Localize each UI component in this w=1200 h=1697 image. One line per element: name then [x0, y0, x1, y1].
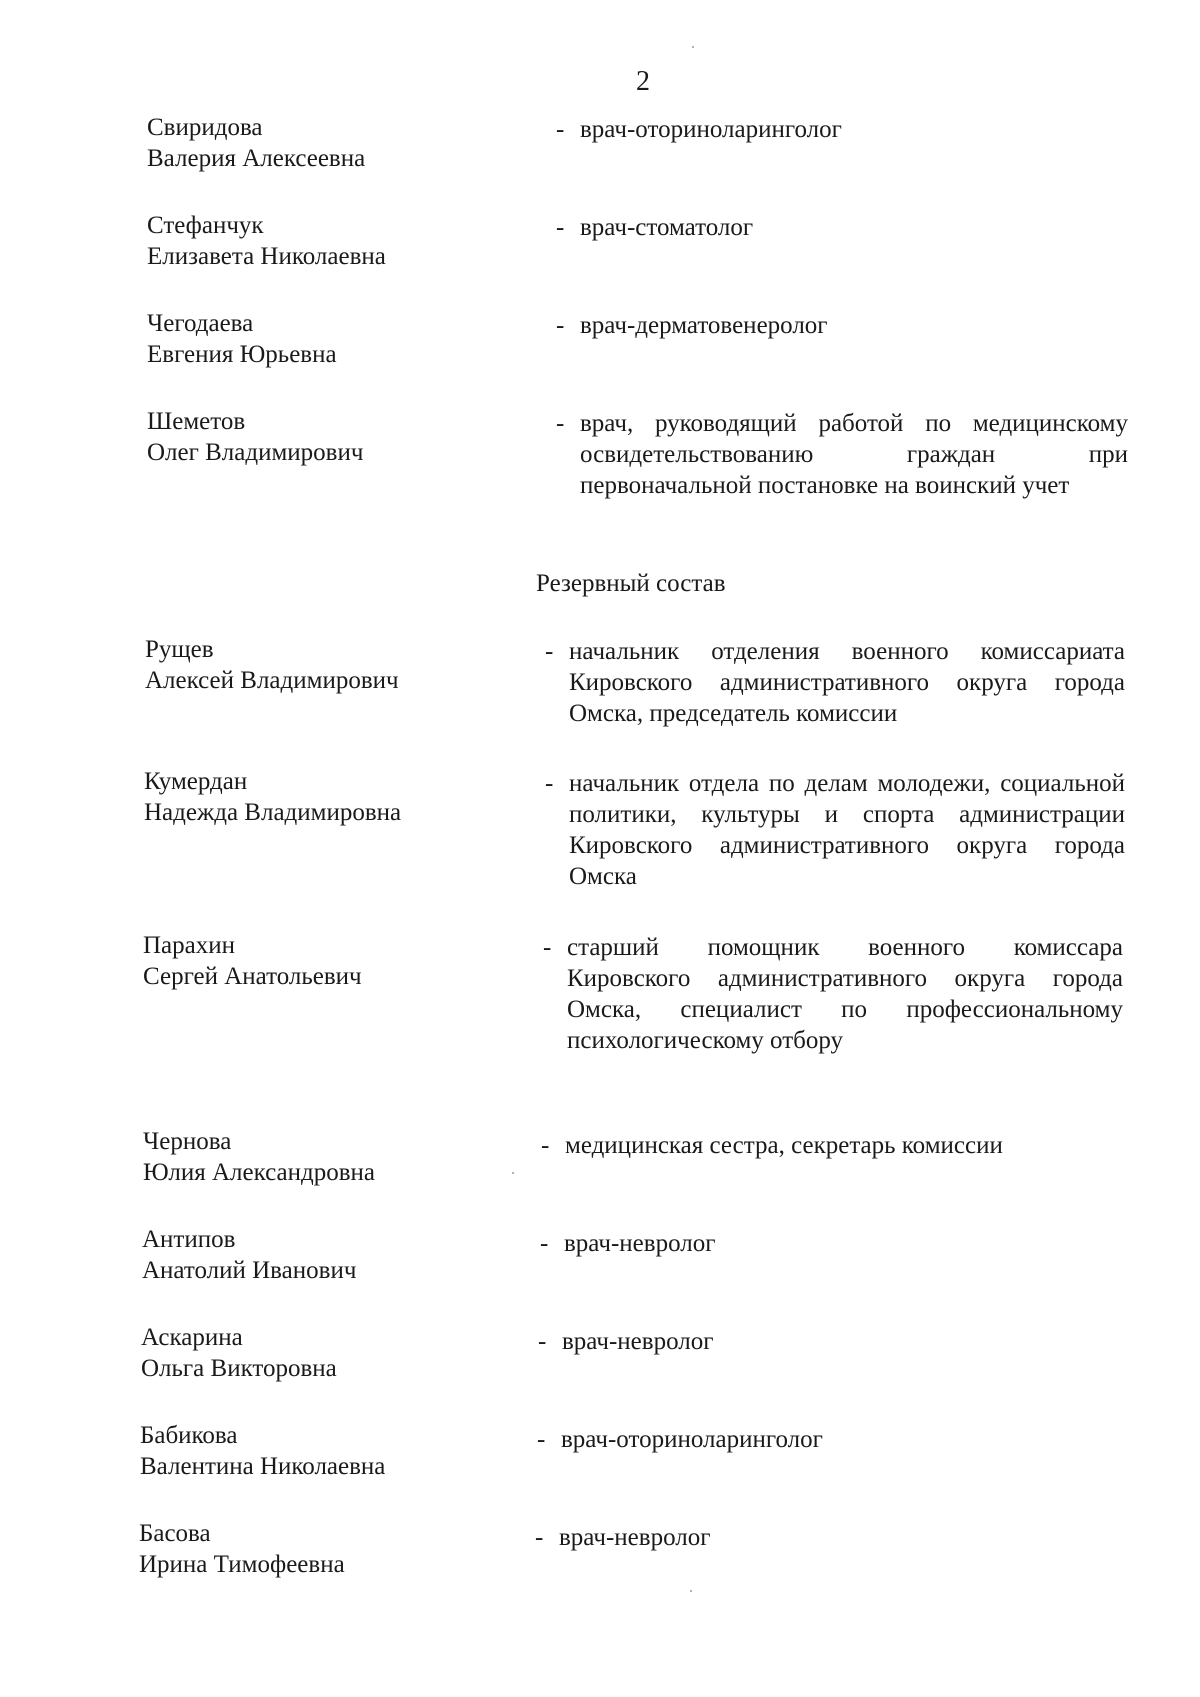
role-text: врач-дерматовенеролог	[580, 312, 828, 339]
role-text: врач-стоматолог	[580, 214, 754, 241]
role-text: старший помощник военного комиссара Кировского административного округа города Омска, специалист по профессиональному психологическому отбору	[567, 934, 1123, 1054]
member-given-names: Юлия Александровна	[143, 1159, 375, 1186]
page-number: 2	[636, 66, 650, 97]
member-given-names: Валентина Николаевна	[140, 1453, 386, 1480]
member-surname: Бабикова	[140, 1422, 238, 1449]
member-role	[545, 768, 1125, 892]
member-surname: Парахин	[143, 932, 236, 959]
member-surname: Антипов	[142, 1226, 236, 1253]
member-surname: Кумердан	[144, 768, 248, 795]
member-given-names: Елизавета Николаевна	[147, 243, 386, 270]
member-surname: Свиридова	[147, 114, 263, 141]
member-name	[144, 766, 401, 828]
role-dash: -	[535, 1524, 544, 1551]
role-text: начальник отделения военного комиссариата Кировского административного округа города Омска, председатель комиссии	[569, 638, 1125, 727]
role-dash: -	[556, 410, 565, 437]
member-role	[556, 408, 1128, 501]
member-name	[139, 1518, 345, 1580]
member-surname: Аскарина	[141, 1324, 243, 1351]
member-name	[142, 1224, 356, 1286]
member-given-names: Евгения Юрьевна	[147, 341, 337, 368]
member-given-names: Надежда Владимировна	[144, 799, 402, 826]
role-text: врач-невролог	[562, 1328, 714, 1355]
member-role	[543, 932, 1123, 1056]
role-dash: -	[543, 934, 552, 961]
role-dash: -	[540, 1230, 549, 1257]
member-role	[556, 114, 1128, 145]
scan-speck	[690, 1590, 692, 1592]
member-given-names: Сергей Анатольевич	[143, 963, 362, 990]
member-name	[140, 1420, 385, 1482]
role-text: врач-невролог	[559, 1524, 711, 1551]
member-given-names: Олег Владимирович	[147, 439, 364, 466]
member-given-names: Валерия Алексеевна	[147, 145, 366, 172]
member-surname: Чегодаева	[147, 310, 254, 337]
member-name	[147, 308, 337, 370]
member-name	[147, 210, 386, 272]
role-text: врач-оториноларинголог	[561, 1426, 823, 1453]
member-role	[537, 1424, 1117, 1455]
member-surname: Стефанчук	[147, 212, 264, 239]
member-role	[535, 1522, 1115, 1553]
member-name	[143, 1126, 375, 1188]
member-name	[145, 634, 399, 696]
member-given-names: Алексей Владимирович	[145, 667, 399, 694]
member-surname: Чернова	[143, 1128, 232, 1155]
member-given-names: Ирина Тимофеевна	[139, 1551, 345, 1578]
role-dash: -	[537, 1426, 546, 1453]
member-role	[556, 310, 1128, 341]
member-name	[143, 930, 362, 992]
member-name	[147, 112, 365, 174]
member-name	[147, 406, 363, 468]
role-dash: -	[556, 312, 565, 339]
role-text: врач-невролог	[564, 1230, 716, 1257]
role-dash: -	[541, 1132, 550, 1159]
member-role	[540, 1228, 1120, 1259]
member-surname: Басова	[139, 1520, 211, 1547]
role-text: медицинская сестра, секретарь комиссии	[565, 1132, 1003, 1159]
member-role	[541, 1130, 1121, 1161]
role-dash: -	[556, 116, 565, 143]
scan-speck	[512, 1172, 514, 1174]
member-name	[141, 1322, 337, 1384]
scan-speck	[692, 46, 694, 48]
section-heading: Резервный состав	[536, 570, 726, 597]
role-text: врач, руководящий работой по медицинскому освидетельствованию граждан при первоначальной постановке на воинский учет	[580, 410, 1128, 499]
role-text: врач-оториноларинголог	[580, 116, 842, 143]
role-dash: -	[545, 638, 554, 665]
member-given-names: Ольга Викторовна	[141, 1355, 337, 1382]
role-dash: -	[545, 770, 554, 797]
member-surname: Рущев	[145, 636, 214, 663]
role-dash: -	[556, 214, 565, 241]
member-surname: Шеметов	[147, 408, 246, 435]
member-role	[545, 636, 1125, 729]
member-role	[538, 1326, 1118, 1357]
role-text: начальник отдела по делам молодежи, социальной политики, культуры и спорта администрации Кировского административного округа города Омска	[569, 770, 1125, 890]
role-dash: -	[538, 1328, 547, 1355]
member-given-names: Анатолий Иванович	[142, 1257, 357, 1284]
member-role	[556, 212, 1128, 243]
